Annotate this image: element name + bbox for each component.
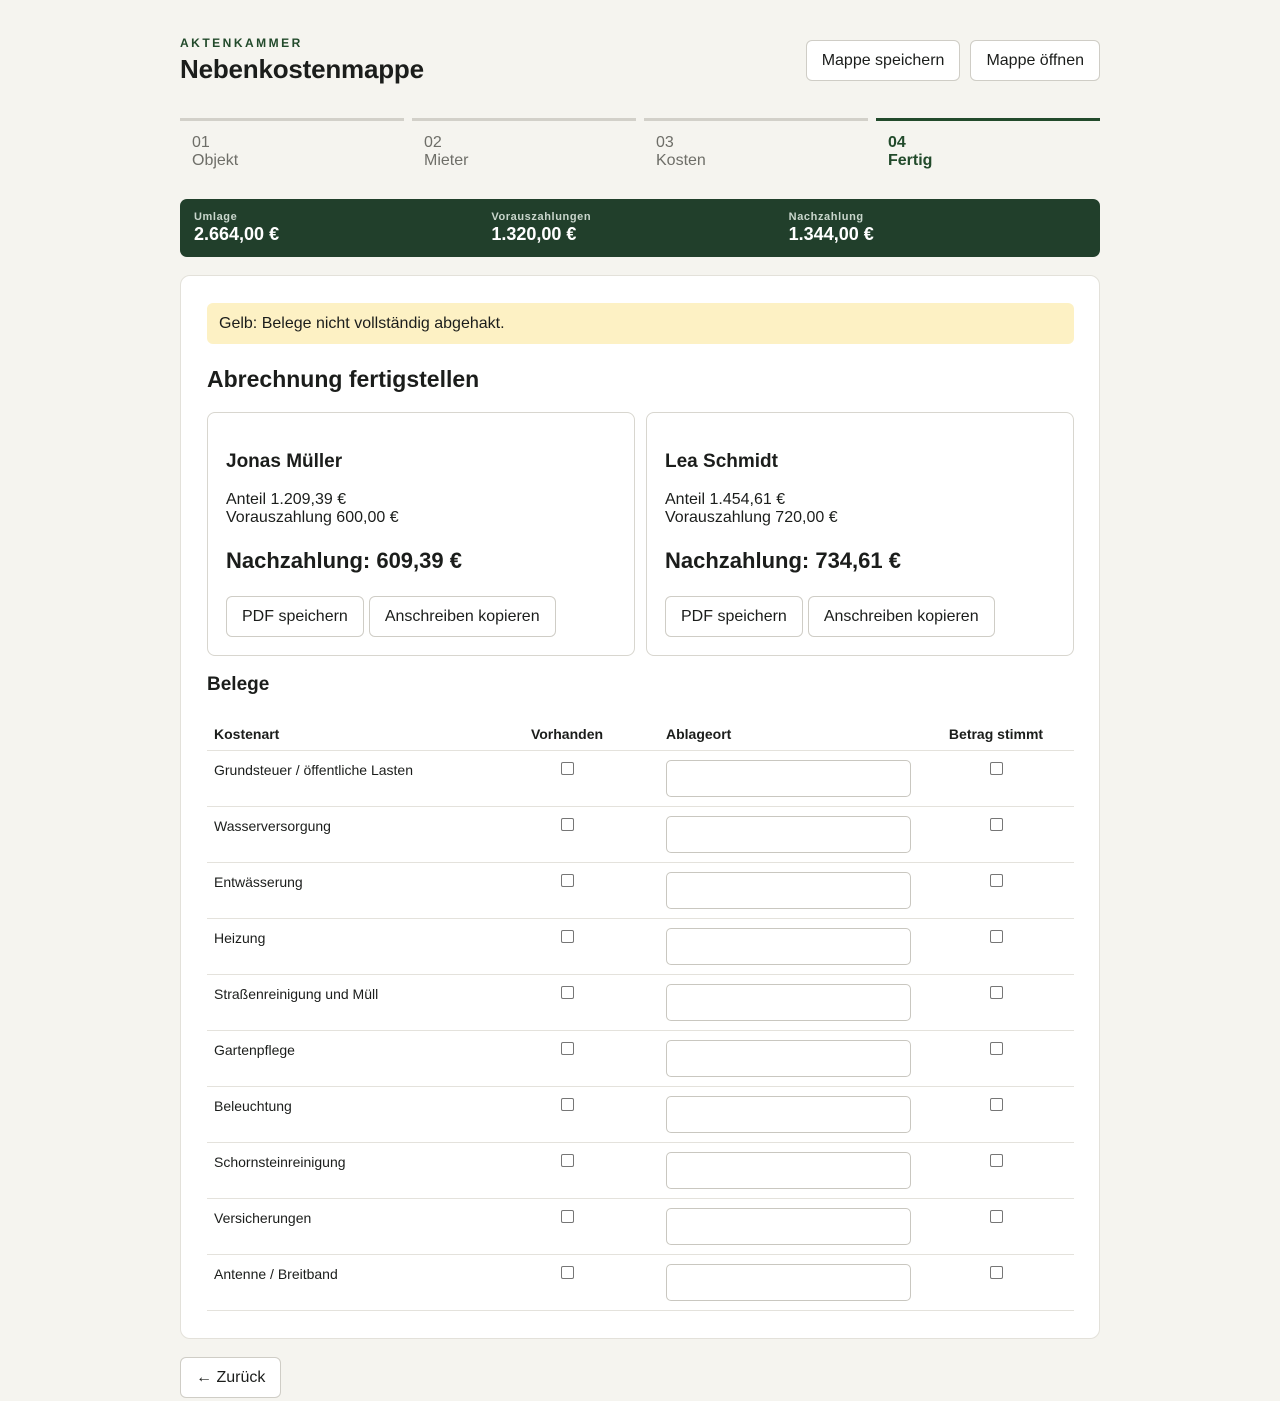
present-checkbox[interactable] — [561, 1210, 574, 1223]
present-checkbox[interactable] — [561, 818, 574, 831]
present-cell — [475, 974, 659, 1030]
tenant-name: Jonas Müller — [226, 451, 343, 472]
location-cell — [659, 974, 918, 1030]
step-label: Kosten — [656, 152, 706, 169]
page-title: Nebenkostenmappe — [180, 54, 424, 84]
present-checkbox[interactable] — [561, 986, 574, 999]
step-label: Fertig — [888, 152, 933, 169]
location-cell — [659, 1198, 918, 1254]
amount-ok-cell — [918, 1086, 1074, 1142]
receipts-title: Belege — [207, 674, 270, 695]
table-header-row — [207, 719, 1074, 750]
tenant-name: Lea Schmidt — [665, 451, 778, 472]
amount-ok-checkbox[interactable] — [990, 874, 1003, 887]
cost-type: Grundsteuer / öffentliche Lasten — [207, 750, 475, 806]
present-cell — [475, 750, 659, 806]
tenant-prepayment: Vorauszahlung 720,00 € — [665, 509, 838, 526]
tenant-card — [207, 412, 635, 656]
location-input[interactable] — [666, 928, 911, 965]
amount-ok-checkbox[interactable] — [990, 986, 1003, 999]
cost-type: Beleuchtung — [207, 1086, 475, 1142]
present-cell — [475, 1254, 659, 1310]
present-cell — [475, 1142, 659, 1198]
copy-letter-button[interactable]: Anschreiben kopieren — [808, 596, 995, 637]
amount-ok-cell — [918, 1254, 1074, 1310]
location-cell — [659, 1086, 918, 1142]
present-checkbox[interactable] — [561, 1154, 574, 1167]
present-cell — [475, 862, 659, 918]
location-cell — [659, 806, 918, 862]
location-input[interactable] — [666, 1152, 911, 1189]
location-cell — [659, 918, 918, 974]
receipts-table — [207, 719, 1074, 1311]
tenant-actions — [665, 596, 995, 637]
summary-label: Vorauszahlungen — [491, 211, 592, 223]
step-mieter[interactable] — [412, 118, 636, 178]
top-actions — [806, 40, 1100, 81]
amount-ok-cell — [918, 1142, 1074, 1198]
step-label: Mieter — [424, 152, 469, 169]
save-pdf-button[interactable]: PDF speichern — [226, 596, 364, 637]
summary-value: 2.664,00 € — [194, 224, 280, 244]
table-row — [207, 1030, 1074, 1086]
location-input[interactable] — [666, 872, 911, 909]
summary-nachzahlung — [789, 211, 1086, 257]
present-checkbox[interactable] — [561, 874, 574, 887]
cost-type: Versicherungen — [207, 1198, 475, 1254]
location-input[interactable] — [666, 760, 911, 797]
tenant-share: Anteil 1.454,61 € — [665, 491, 786, 508]
table-row — [207, 750, 1074, 806]
table-row — [207, 1198, 1074, 1254]
column-header-betrag-stimmt: Betrag stimmt — [918, 719, 1074, 750]
amount-ok-checkbox[interactable] — [990, 818, 1003, 831]
present-cell — [475, 918, 659, 974]
table-row — [207, 862, 1074, 918]
location-input[interactable] — [666, 1208, 911, 1245]
save-pdf-button[interactable]: PDF speichern — [665, 596, 803, 637]
brand-label: AKTENKAMMER — [180, 36, 303, 50]
summary-value: 1.344,00 € — [788, 224, 874, 244]
cost-type: Straßenreinigung und Müll — [207, 974, 475, 1030]
table-row — [207, 974, 1074, 1030]
amount-ok-checkbox[interactable] — [990, 1042, 1003, 1055]
location-input[interactable] — [666, 1096, 911, 1133]
section-title: Abrechnung fertigstellen — [207, 366, 480, 392]
copy-letter-button[interactable]: Anschreiben kopieren — [369, 596, 556, 637]
step-objekt[interactable] — [180, 118, 404, 178]
amount-ok-cell — [918, 806, 1074, 862]
table-row — [207, 1086, 1074, 1142]
amount-ok-cell — [918, 862, 1074, 918]
cost-type: Schornsteinreinigung — [207, 1142, 475, 1198]
step-fertig[interactable] — [876, 118, 1100, 178]
amount-ok-cell — [918, 1030, 1074, 1086]
amount-ok-cell — [918, 918, 1074, 974]
main-panel — [180, 275, 1100, 1339]
tenant-due-amount: Nachzahlung: 609,39 € — [226, 548, 462, 573]
stepper — [180, 118, 1100, 178]
location-input[interactable] — [666, 816, 911, 853]
present-checkbox[interactable] — [561, 1042, 574, 1055]
step-label: Objekt — [192, 152, 239, 169]
step-number: 04 — [888, 134, 906, 151]
present-cell — [475, 1030, 659, 1086]
amount-ok-checkbox[interactable] — [990, 1098, 1003, 1111]
table-row — [207, 918, 1074, 974]
table-row — [207, 1142, 1074, 1198]
table-row — [207, 806, 1074, 862]
column-header-ablageort: Ablageort — [659, 719, 918, 750]
location-input[interactable] — [666, 984, 911, 1021]
amount-ok-checkbox[interactable] — [990, 930, 1003, 943]
amount-ok-cell — [918, 1198, 1074, 1254]
present-checkbox[interactable] — [561, 1266, 574, 1279]
amount-ok-checkbox[interactable] — [990, 1210, 1003, 1223]
location-cell — [659, 750, 918, 806]
present-cell — [475, 1198, 659, 1254]
tenant-share: Anteil 1.209,39 € — [226, 491, 347, 508]
present-cell — [475, 806, 659, 862]
location-cell — [659, 1030, 918, 1086]
step-number: 02 — [424, 134, 442, 151]
cost-type: Wasserversorgung — [207, 806, 475, 862]
location-cell — [659, 862, 918, 918]
cost-type: Entwässerung — [207, 862, 475, 918]
summary-label: Nachzahlung — [788, 211, 864, 223]
summary-vorauszahlungen — [491, 211, 788, 257]
amount-ok-cell — [918, 974, 1074, 1030]
step-number: 01 — [192, 134, 210, 151]
summary-bar — [180, 199, 1100, 257]
summary-umlage — [194, 211, 491, 257]
location-input[interactable] — [666, 1264, 911, 1301]
step-kosten[interactable] — [644, 118, 868, 178]
amount-ok-cell — [918, 750, 1074, 806]
cost-type: Gartenpflege — [207, 1030, 475, 1086]
summary-label: Umlage — [194, 211, 238, 223]
present-cell — [475, 1086, 659, 1142]
table-row — [207, 1254, 1074, 1310]
warning-notice: Gelb: Belege nicht vollständig abgehakt. — [207, 303, 1074, 344]
tenant-due-amount: Nachzahlung: 734,61 € — [665, 548, 901, 573]
column-header-vorhanden: Vorhanden — [475, 719, 659, 750]
tenant-actions — [226, 596, 556, 637]
cost-type: Antenne / Breitband — [207, 1254, 475, 1310]
amount-ok-checkbox[interactable] — [990, 762, 1003, 775]
open-folder-button[interactable]: Mappe öffnen — [970, 40, 1100, 81]
location-cell — [659, 1254, 918, 1310]
present-checkbox[interactable] — [561, 930, 574, 943]
tenant-card — [646, 412, 1074, 656]
back-button[interactable]: ← Zurück — [180, 1357, 281, 1398]
tenant-prepayment: Vorauszahlung 600,00 € — [226, 509, 399, 526]
location-input[interactable] — [666, 1040, 911, 1077]
tenant-cards — [207, 412, 1074, 656]
save-folder-button[interactable]: Mappe speichern — [806, 40, 961, 81]
present-checkbox[interactable] — [561, 762, 574, 775]
column-header-kostenart: Kostenart — [207, 719, 475, 750]
cost-type: Heizung — [207, 918, 475, 974]
step-number: 03 — [656, 134, 674, 151]
amount-ok-checkbox[interactable] — [990, 1154, 1003, 1167]
amount-ok-checkbox[interactable] — [990, 1266, 1003, 1279]
present-checkbox[interactable] — [561, 1098, 574, 1111]
summary-value: 1.320,00 € — [491, 224, 577, 244]
location-cell — [659, 1142, 918, 1198]
